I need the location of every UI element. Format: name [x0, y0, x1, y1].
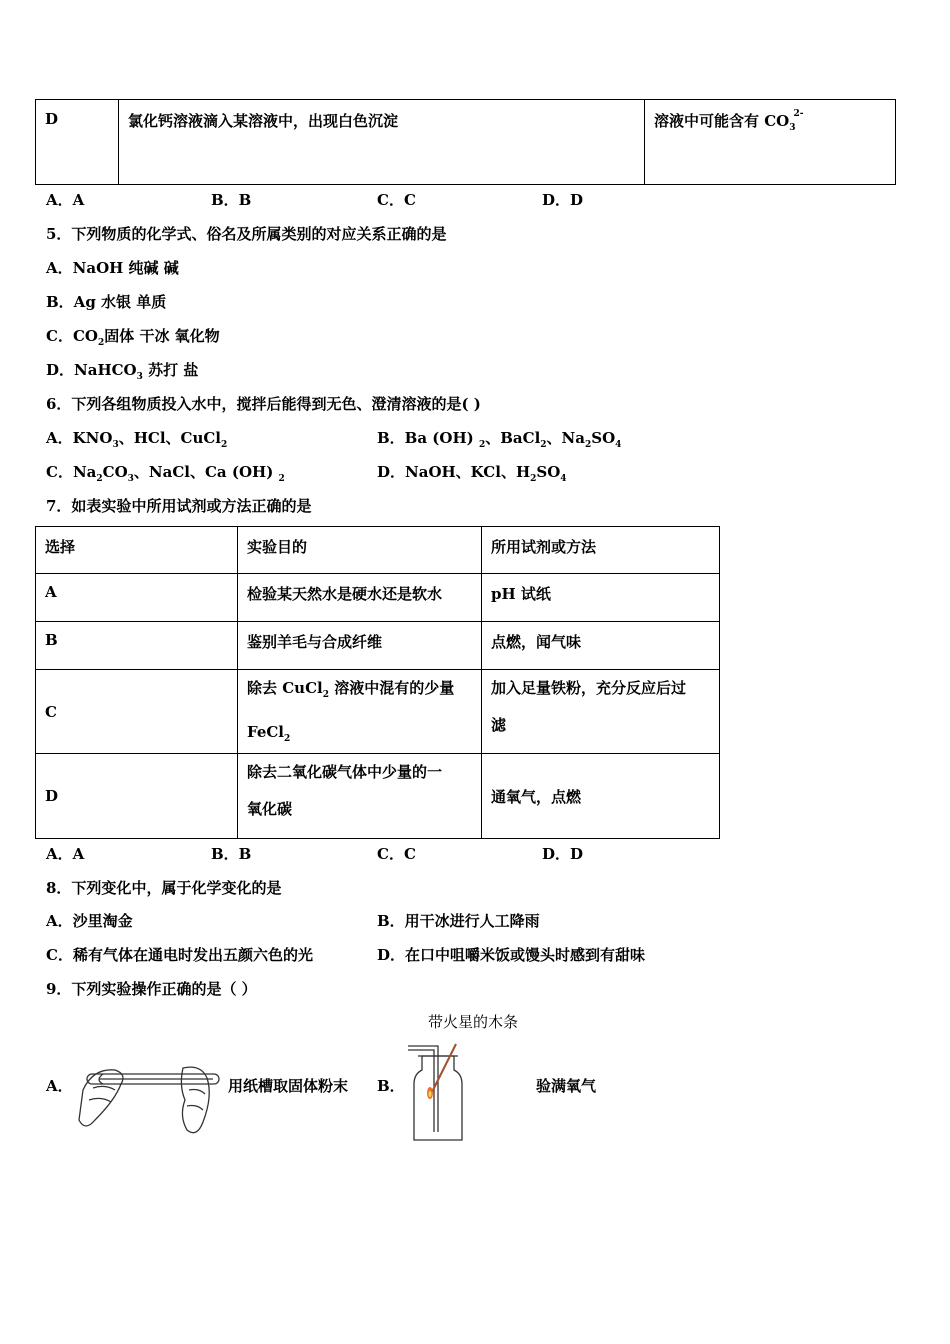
header-choice: 选择 [36, 527, 238, 574]
q8-option-d: D．在口中咀嚼米饭或馒头时感到有甜味 [377, 946, 646, 964]
q8-option-c: C．稀有气体在通电时发出五颜六色的光 [46, 946, 313, 964]
row-label: B [36, 622, 238, 670]
header-purpose: 实验目的 [238, 527, 482, 574]
q6-option-a: A．$KNO_3$、HCl、CuCl$_2$ [46, 429, 228, 450]
row-purpose: 除去二氧化碳气体中少量的一 氧化碳 [238, 754, 482, 839]
q6-option-b: B．Ba (OH) $_2$、BaCl$_2$、$Na_2SO_4$ [377, 429, 622, 450]
q7-options [0, 843, 950, 863]
table-cell-conclusion: 溶液中可能含有 $CO_3^{2-}$ [645, 100, 896, 185]
option-c: C．C [377, 191, 416, 209]
row-label: A [36, 574, 238, 622]
q5-option-c: C．$CO_2$固体 干冰 氧化物 [46, 327, 220, 348]
q8-stem: 8．下列变化中，属于化学变化的是 [46, 879, 282, 897]
row-method: 通氧气，点燃 [482, 754, 720, 839]
option-a: A．A [46, 191, 85, 209]
q6-stem: 6．下列各组物质投入水中，搅拌后能得到无色、澄清溶液的是( ) [46, 395, 481, 413]
q9-option-b-label: B． [377, 1077, 405, 1095]
row-purpose: 检验某天然水是硬水还是软水 [238, 574, 482, 622]
row-label: D [36, 754, 238, 839]
table-row [36, 574, 720, 622]
row-method: 点燃，闻气味 [482, 622, 720, 670]
row-purpose: 鉴别羊毛与合成纤维 [238, 622, 482, 670]
q5-option-a: A．NaOH 纯碱 碱 [46, 259, 179, 277]
row-purpose: 除去 CuCl$_2$ 溶液中混有的少量 FeCl$_2$ [238, 670, 482, 754]
gas-bottle-illustration [404, 1036, 468, 1144]
paper-trough-illustration [75, 1060, 225, 1140]
q5-option-d: D．NaHCO$_3$ 苏打 盐 [46, 361, 199, 382]
row-label: C [36, 670, 238, 754]
q6-option-c: C．$Na_2CO_3$、NaCl、Ca (OH) $_2$ [46, 463, 285, 484]
q4-options [0, 189, 950, 209]
q8-option-b: B．用干冰进行人工降雨 [377, 912, 540, 930]
table-row [36, 754, 720, 839]
row-method: 加入足量铁粉，充分反应后过 滤 [482, 670, 720, 754]
option-d: D．D [542, 191, 584, 209]
q9-option-b-caption: 带火星的木条 [428, 1013, 519, 1031]
q9-stem: 9．下列实验操作正确的是（ ） [46, 980, 257, 998]
option-d: D．D [542, 845, 584, 863]
q7-table [35, 526, 720, 839]
table-row [36, 622, 720, 670]
table-row [36, 670, 720, 754]
q4-table [35, 99, 896, 185]
q5-stem: 5．下列物质的化学式、俗名及所属类别的对应关系正确的是 [46, 225, 447, 243]
table-cell-operation: 氯化钙溶液滴入某溶液中，出现白色沉淀 [119, 100, 645, 185]
row-method: pH 试纸 [482, 574, 720, 622]
q5-option-b: B．Ag 水银 单质 [46, 293, 167, 311]
option-b: B．B [211, 845, 252, 863]
q9-option-b-desc: 验满氧气 [536, 1077, 597, 1095]
q9-option-a-desc: 用纸槽取固体粉末 [228, 1077, 349, 1095]
q8-option-a: A．沙里淘金 [46, 912, 133, 930]
header-method: 所用试剂或方法 [482, 527, 720, 574]
q9-option-a-label: A． [46, 1077, 73, 1095]
table-row [36, 527, 720, 574]
q6-option-d: D．NaOH、KCl、$H_2SO_4$ [377, 463, 567, 484]
q7-stem: 7．如表实验中所用试剂或方法正确的是 [46, 497, 312, 515]
table-row-label: D [36, 100, 119, 185]
option-a: A．A [46, 845, 85, 863]
option-c: C．C [377, 845, 416, 863]
option-b: B．B [211, 191, 252, 209]
